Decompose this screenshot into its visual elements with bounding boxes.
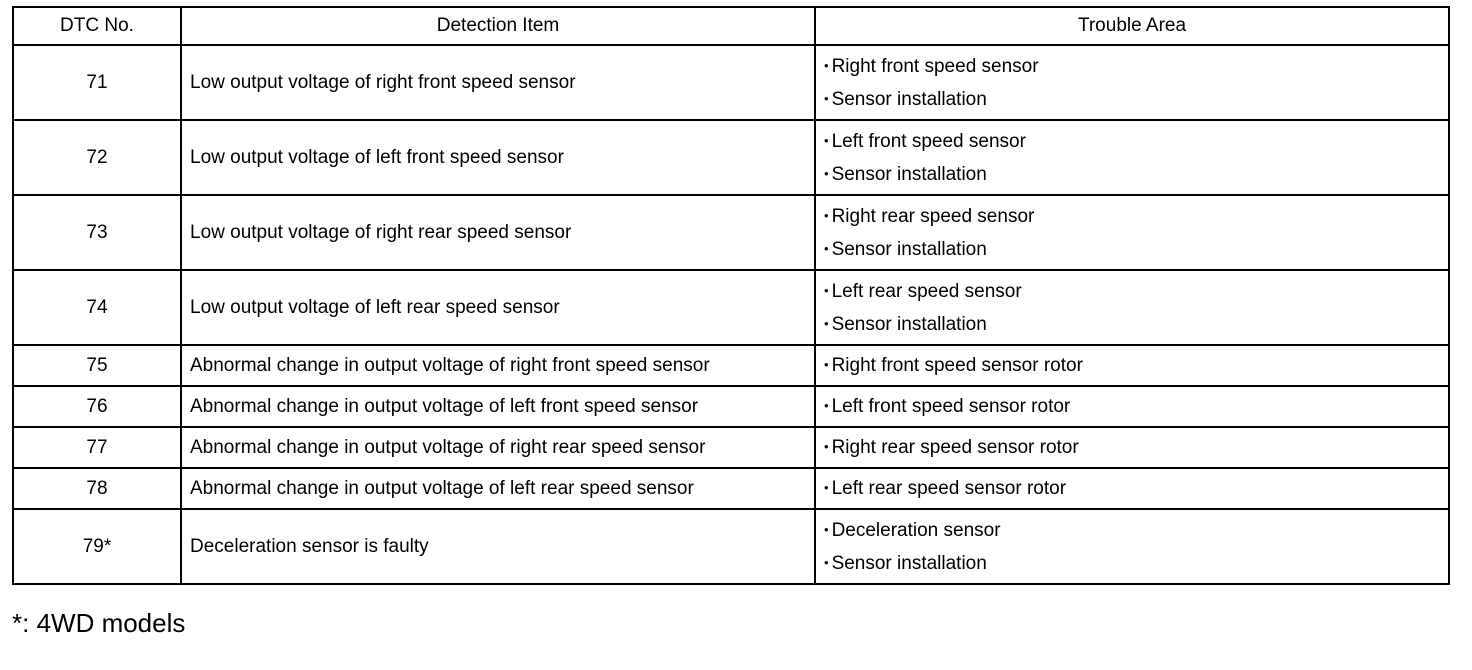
bullet-icon: •	[824, 398, 829, 413]
trouble-area-item	[824, 200, 1448, 233]
trouble-area-cell	[815, 345, 1449, 386]
trouble-area-cell	[815, 427, 1449, 468]
trouble-area-item	[824, 158, 1448, 191]
trouble-area-text: Sensor installation	[831, 313, 987, 335]
dtc-code-cell: 71	[13, 45, 181, 120]
trouble-area-text: Right rear speed sensor	[831, 205, 1035, 227]
detection-item-cell: Low output voltage of left rear speed sensor	[181, 270, 815, 345]
trouble-area-text: Right rear speed sensor rotor	[831, 437, 1079, 458]
footnote: *: 4WD models	[12, 608, 186, 638]
bullet-icon: •	[824, 207, 829, 223]
trouble-area-cell	[815, 45, 1449, 120]
dtc-code-cell: 79*	[13, 509, 181, 584]
trouble-area-text: Right front speed sensor rotor	[831, 355, 1083, 376]
table-row	[13, 45, 1449, 120]
bullet-icon: •	[824, 554, 829, 570]
dtc-code-cell: 72	[13, 120, 181, 195]
bullet-icon: •	[824, 165, 829, 181]
bullet-icon: •	[824, 357, 829, 372]
table-row	[13, 195, 1449, 270]
trouble-area-item	[824, 83, 1448, 116]
trouble-area-item	[824, 472, 1448, 505]
bullet-icon: •	[824, 132, 829, 148]
dtc-code-cell: 73	[13, 195, 181, 270]
trouble-area-item	[824, 390, 1448, 423]
trouble-area-cell	[815, 509, 1449, 584]
detection-item-cell: Deceleration sensor is faulty	[181, 509, 815, 584]
trouble-area-text: Right front speed sensor	[831, 55, 1039, 77]
bullet-icon: •	[824, 521, 829, 537]
trouble-area-cell	[815, 195, 1449, 270]
trouble-area-item	[824, 514, 1448, 547]
dtc-code-cell: 74	[13, 270, 181, 345]
dtc-code-cell: 78	[13, 468, 181, 509]
dtc-code-cell: 75	[13, 345, 181, 386]
bullet-icon: •	[824, 439, 829, 454]
trouble-area-item	[824, 233, 1448, 266]
trouble-area-item	[824, 547, 1448, 580]
trouble-area-text: Sensor installation	[831, 552, 987, 574]
trouble-area-item	[824, 50, 1448, 83]
column-header-detection-item: Detection Item	[181, 7, 815, 45]
table-row	[13, 386, 1449, 427]
trouble-area-text: Sensor installation	[831, 163, 987, 185]
detection-item-cell: Low output voltage of left front speed sensor	[181, 120, 815, 195]
trouble-area-text: Left front speed sensor rotor	[831, 396, 1071, 417]
detection-item-cell: Abnormal change in output voltage of left front speed sensor	[181, 386, 815, 427]
detection-item-cell: Abnormal change in output voltage of left rear speed sensor	[181, 468, 815, 509]
trouble-area-text: Deceleration sensor	[831, 519, 1001, 541]
trouble-area-cell	[815, 468, 1449, 509]
trouble-area-cell	[815, 270, 1449, 345]
dtc-table	[12, 6, 1450, 585]
trouble-area-text: Left rear speed sensor	[831, 280, 1022, 302]
trouble-area-text: Left front speed sensor	[831, 130, 1026, 152]
table-row	[13, 427, 1449, 468]
bullet-icon: •	[824, 240, 829, 256]
bullet-icon: •	[824, 480, 829, 495]
bullet-icon: •	[824, 282, 829, 298]
table-row	[13, 345, 1449, 386]
table-row	[13, 509, 1449, 584]
trouble-area-item	[824, 275, 1448, 308]
bullet-icon: •	[824, 57, 829, 73]
dtc-code-cell: 77	[13, 427, 181, 468]
trouble-area-cell	[815, 120, 1449, 195]
trouble-area-text: Sensor installation	[831, 238, 987, 260]
trouble-area-text: Left rear speed sensor rotor	[831, 478, 1067, 499]
detection-item-cell: Abnormal change in output voltage of right front speed sensor	[181, 345, 815, 386]
detection-item-cell: Low output voltage of right front speed sensor	[181, 45, 815, 120]
detection-item-cell: Abnormal change in output voltage of right rear speed sensor	[181, 427, 815, 468]
trouble-area-item	[824, 431, 1448, 464]
trouble-area-cell	[815, 386, 1449, 427]
table-row	[13, 120, 1449, 195]
table-row	[13, 468, 1449, 509]
table-row	[13, 270, 1449, 345]
bullet-icon: •	[824, 90, 829, 106]
detection-item-cell: Low output voltage of right rear speed sensor	[181, 195, 815, 270]
trouble-area-item	[824, 125, 1448, 158]
column-header-trouble-area: Trouble Area	[815, 7, 1449, 45]
table-body	[13, 45, 1449, 584]
bullet-icon: •	[824, 315, 829, 331]
trouble-area-text: Sensor installation	[831, 88, 987, 110]
dtc-code-cell: 76	[13, 386, 181, 427]
table-header-row	[13, 7, 1449, 45]
trouble-area-item	[824, 308, 1448, 341]
trouble-area-item	[824, 349, 1448, 382]
column-header-dtc-no: DTC No.	[13, 7, 181, 45]
